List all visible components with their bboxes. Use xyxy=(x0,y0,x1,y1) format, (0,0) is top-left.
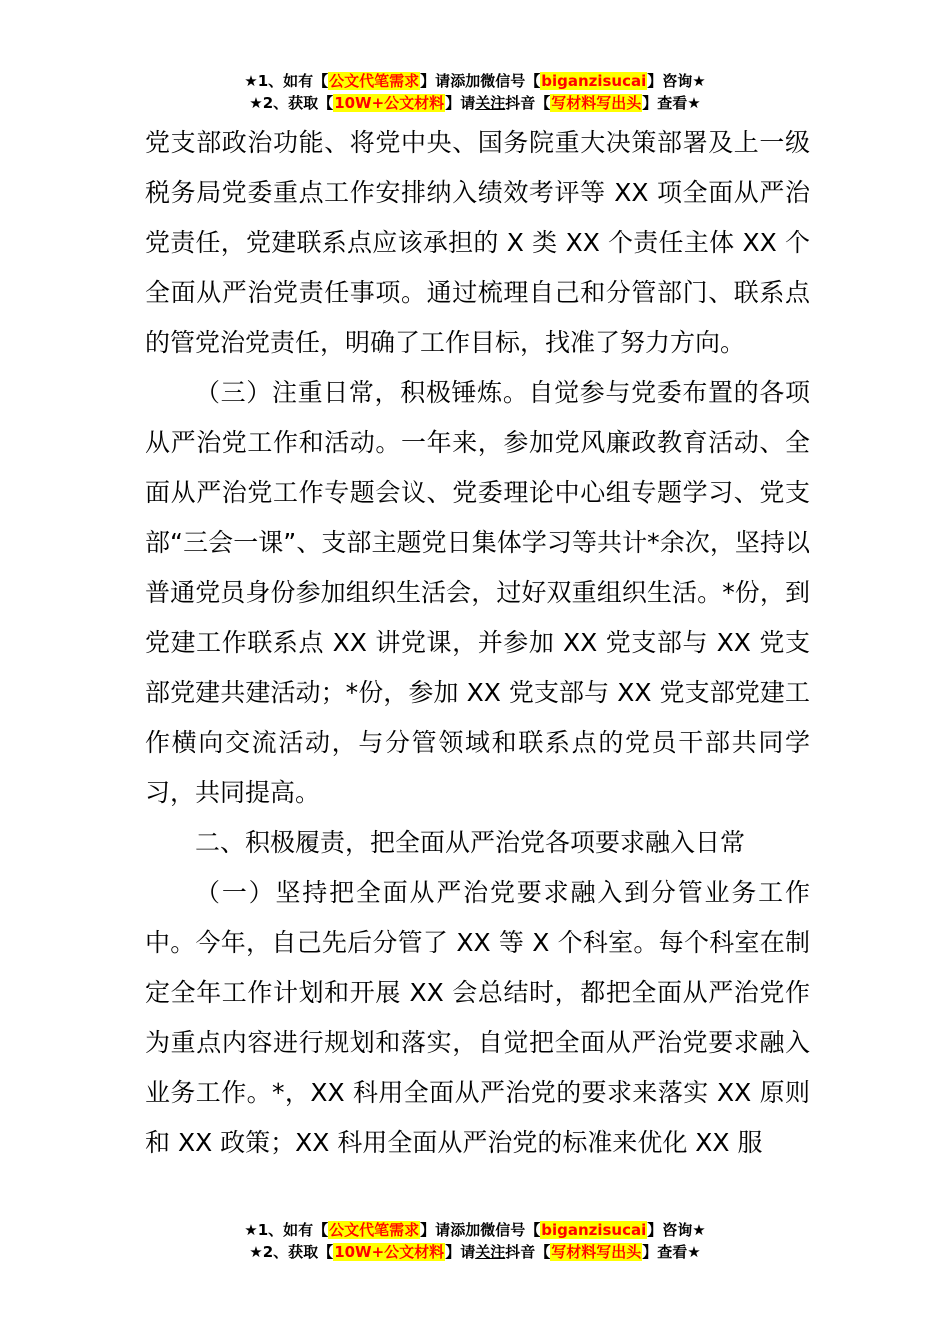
section-heading-2: 二、积极履责，把全面从严治党各项要求融入日常 xyxy=(195,828,746,857)
banner-text: 抖音【 xyxy=(505,94,551,112)
banner-text: 】查看★ xyxy=(642,1243,701,1261)
banner-emphasis: 添加 xyxy=(450,1221,481,1239)
banner-highlight: 10W+公文材料 xyxy=(334,94,445,112)
banner-line-1 xyxy=(0,1219,950,1241)
banner-highlight: 公文代笔需求 xyxy=(329,1221,420,1239)
banner-text: ★2、获取【 xyxy=(249,1243,334,1261)
banner-highlight: biganzisucai xyxy=(541,72,647,90)
banner-highlight: 写材料写出头 xyxy=(551,1243,642,1261)
banner-highlight: 10W+公文材料 xyxy=(334,1243,445,1261)
banner-text: 】查看★ xyxy=(642,94,701,112)
banner-emphasis: 添加 xyxy=(450,72,481,90)
banner-text: 抖音【 xyxy=(505,1243,551,1261)
paragraph-continued: 党支部政治功能、将党中央、国务院重大决策部署及上一级税务局党委重点工作安排纳入绩效考评等 XX 项全面从严治党责任，党建联系点应该承担的 X 类 XX 个责任主体 XX 个全面从严治党责任事项。通过梳理自己和分管部门、联系点的管党治党责任，明确了工作目标，找准了努力方向。 xyxy=(145,128,810,357)
banner-text: 微信号【 xyxy=(480,72,541,90)
banner-line-2 xyxy=(0,92,950,114)
paragraph-section-3: （三）注重日常，积极锤炼。自觉参与党委布置的各项从严治党工作和活动。一年来，参加党风廉政教育活动、全面从严治党工作专题会议、党委理论中心组专题学习、党支部“三会一课”、支部主题党日集体学习等共计*余次，坚持以普通党员身份参加组织生活会，过好双重组织生活。*份，到党建工作联系点 XX 讲党课，并参加 XX 党支部与 XX 党支部党建共建活动；*份，参加 XX 党支部与 XX 党支部党建工作横向交流活动，与分管领域和联系点的党员干部共同学习，共同提高。 xyxy=(145,378,810,807)
banner-emphasis: 关注 xyxy=(475,1243,506,1261)
banner-text: 】咨询★ xyxy=(647,1221,706,1239)
banner-text: ★1、如有【 xyxy=(244,1221,329,1239)
document-body xyxy=(145,118,810,1168)
header-banner xyxy=(0,70,950,114)
banner-text: ★2、获取【 xyxy=(249,94,334,112)
footer-banner xyxy=(0,1219,950,1263)
banner-emphasis: 关注 xyxy=(475,94,506,112)
banner-text: 】请 xyxy=(420,1221,451,1239)
paragraph-subsection-1: （一）坚持把全面从严治党要求融入到分管业务工作中。今年，自己先后分管了 XX 等 X 个科室。每个科室在制定全年工作计划和开展 XX 会总结时，都把全面从严治党作为重点内容进行规划和落实，自觉把全面从严治党要求融入业务工作。*，XX 科用全面从严治党的要求来落实 XX 原则和 XX 政策；XX 科用全面从严治党的标准来优化 XX 服 xyxy=(145,878,810,1157)
banner-text: 】请 xyxy=(445,1243,476,1261)
banner-text: 】请 xyxy=(420,72,451,90)
banner-line-1 xyxy=(0,70,950,92)
banner-text: 微信号【 xyxy=(480,1221,541,1239)
banner-text: ★1、如有【 xyxy=(244,72,329,90)
banner-highlight: 写材料写出头 xyxy=(551,94,642,112)
banner-line-2 xyxy=(0,1241,950,1263)
banner-text: 】请 xyxy=(445,94,476,112)
banner-highlight: biganzisucai xyxy=(541,1221,647,1239)
banner-text: 】咨询★ xyxy=(647,72,706,90)
banner-highlight: 公文代笔需求 xyxy=(329,72,420,90)
